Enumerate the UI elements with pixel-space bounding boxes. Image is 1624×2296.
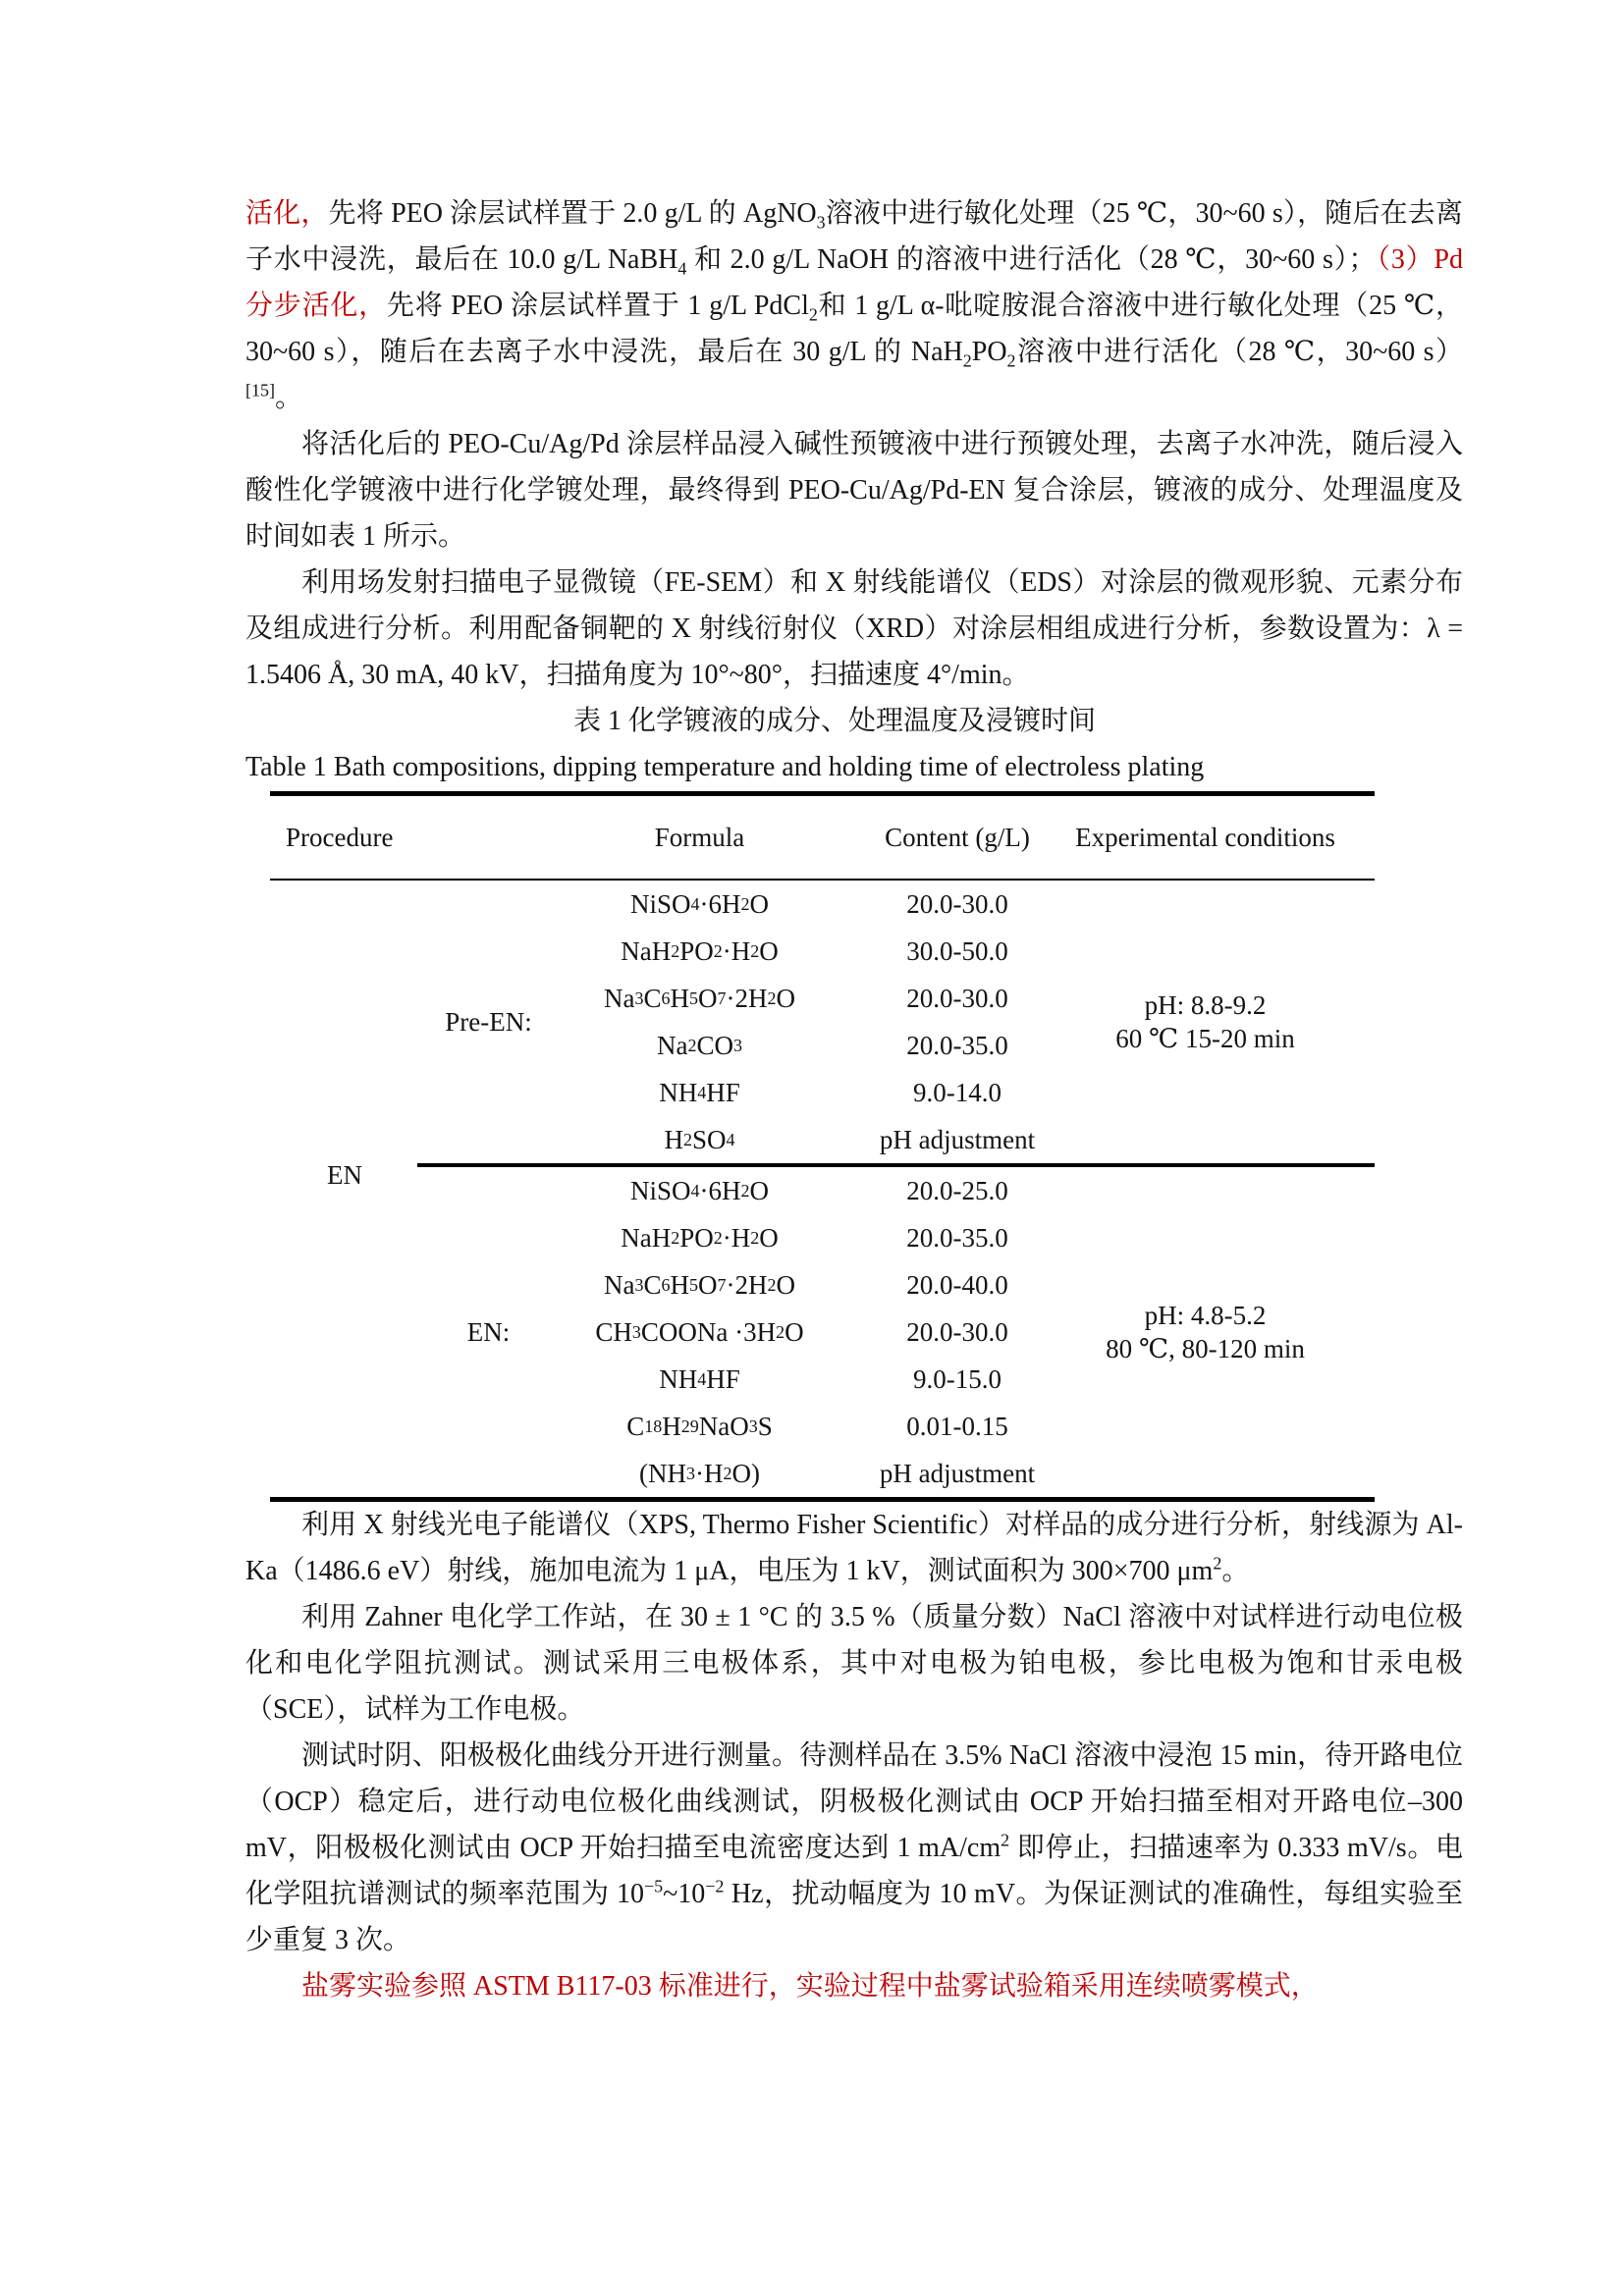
text-run: COONa ·3H [640,1316,777,1347]
table-caption-en: Table 1 Bath compositions, dipping temperature and holding time of electroless plating [245,752,1205,782]
content-cell: 20.0-30.0 [906,983,1008,1013]
table-header-conditions: Experimental conditions [1075,822,1335,852]
conditions-cell [1065,1167,1375,1497]
text-run: 测试时阴、阳极极化曲线分开进行测量。待测样品在 3.5% NaCl 溶液中浸泡 15 min，待开路电位（OCP）稳定后，进行动电位极化曲线测试，阴极极化测试由 OCP 开始扫描至相对开路电位–300 mV，阳极极化测试由 OCP 开始扫描至电流密度达到 1 mA/cm [245,1740,1463,1863]
formula-cell: CH 3 COONa ·3H 2 O [550,1308,849,1356]
text-run: HF [706,1077,740,1107]
red-text-run: 活化， [245,198,329,229]
text-run: ·2H [726,1269,768,1300]
text-run: 和 1 g/L α-吡啶胺混合溶液中进行敏化处理（25 ℃，30~60 s），随后在去离子水中浸洗，最后在 30 g/L 的 NaH [245,291,1463,367]
text-run: 先将 PEO 涂层试样置于 2.0 g/L 的 AgNO [328,198,817,229]
text-run: 溶液中进行敏化处理（25 ℃，30~60 s），随后在去离子水中浸洗，最后在 10.0 g/L NaBH [245,198,1463,275]
text-run: H [664,1124,683,1154]
text-run: O [698,983,718,1013]
formula-cell: C 18 H 29 NaO 3 S [550,1403,849,1450]
conditions-line: pH: 4.8-5.2 [1144,1301,1267,1330]
text-run: O [749,888,769,919]
content-cell: 20.0-25.0 [906,1175,1008,1205]
text-run: CO [696,1030,733,1060]
formula-cell: NaH 2 PO 2 ·H 2 O [550,1214,849,1261]
superscript-run: −5 [643,1876,664,1896]
content-cell: 20.0-35.0 [906,1030,1008,1060]
formula-cell: NaH 2 PO 2 ·H 2 O [550,928,849,975]
table-body [270,881,1375,1497]
activation-paragraph [245,190,1463,421]
text-column [245,190,1463,2009]
subscript-run: 2 [962,350,972,371]
formula-cell: NH 4 HF [550,1356,849,1403]
text-run: 利用 X 射线光电子能谱仪（XPS, Thermo Fisher Scientific）对样品的成分进行分析，射线源为 Al-Ka（1486.6 eV）射线，施加电流为 1 μA，电压为 1 kV，测试面积为 300×700 μm [245,1510,1463,1586]
text-run: Na [604,983,635,1013]
text-run: 。 [275,383,303,413]
text-run: ·6H [699,1175,741,1205]
text-run: NaH [621,1222,672,1253]
text-run: O) [731,1458,760,1488]
text-run: SO [691,1124,727,1154]
polarization-paragraph [245,1733,1463,1963]
table-header-formula: Formula [654,822,745,852]
text-run: CH [595,1316,632,1347]
conditions-line: pH: 8.8-9.2 [1144,990,1267,1020]
formula-cell: Na 3 C 6 H 5 O 7 ·2H 2 O [550,975,849,1022]
xps-paragraph [245,1502,1463,1594]
bath-composition-table [270,791,1375,1502]
subscript-run: 4 [677,258,687,279]
text-run: NaO [698,1411,749,1441]
table-header-row [270,796,1375,879]
table-caption-zh: 表 1 化学镀液的成分、处理温度及浸镀时间 [572,706,1096,736]
formula-cell: NiSO 4 ·6H 2 O [550,1167,849,1214]
content-cell: 9.0-15.0 [913,1363,1001,1394]
content-cell: pH adjustment [879,1458,1036,1488]
formula-cell: (NH 3 ·H 2 O) [550,1450,849,1497]
table-section [270,881,1375,1163]
text-run: O [776,983,795,1013]
text-run: O [785,1316,804,1347]
text-run: H [670,1269,689,1300]
subscript-run: 3 [816,212,826,233]
text-run: PO [971,337,1007,367]
text-run: PO [679,1222,714,1253]
salt-spray-paragraph [245,1963,1463,2009]
table-header-procedure: Procedure [286,822,394,852]
text-run: NiSO [629,1175,691,1205]
text-run: NaH [621,935,672,966]
text-run: 。 [1221,1556,1250,1586]
superscript-run: −2 [705,1876,725,1896]
content-cell: 20.0-40.0 [906,1269,1008,1300]
text-run: 先将 PEO 涂层试样置于 1 g/L PdCl [386,291,809,321]
text-run: O [698,1269,718,1300]
formula-cell: NiSO 4 ·6H 2 O [550,881,849,928]
sem-xrd-paragraph [245,560,1463,698]
text-run: 利用场发射扫描电子显微镜（FE-SEM）和 X 射线能谱仪（EDS）对涂层的微观形貌、元素分布及组成进行分析。利用配备铜靶的 X 射线衍射仪（XRD）对涂层相组成进行分析，参数设置为：λ = 1.5406 Å, 30 mA, 40 kV，扫描角度为 10°~80°，扫描速度 4°/min。 [245,567,1463,690]
formula-cell: Na 2 CO 3 [550,1022,849,1069]
text-run: ·H [722,935,751,966]
red-text-run: （3）Pd 分步活化， [245,244,1464,321]
red-text-run: 盐雾实验参照 ASTM B117-03 标准进行，实验过程中盐雾试验箱采用连续喷雾模式， [301,1971,1319,2002]
text-run: PO [679,935,714,966]
text-run: H [662,1411,681,1441]
text-run: H [670,983,689,1013]
text-run: O [749,1175,769,1205]
text-run: 将活化后的 PEO-Cu/Ag/Pd 涂层样品浸入碱性预镀液中进行预镀处理，去离子水冲洗，随后浸入酸性化学镀液中进行化学镀处理，最终得到 PEO-Cu/Ag/Pd-EN 复合涂层，镀液的成分、处理温度及时间如表 1 所示。 [245,429,1463,552]
formula-cell: NH 4 HF [550,1069,849,1116]
superscript-run: [15] [245,380,275,400]
content-cell: 20.0-35.0 [906,1222,1008,1253]
text-run: ·6H [699,888,741,919]
superscript-run: 2 [1213,1553,1222,1574]
text-run: O [759,1222,779,1253]
text-run: ·H [695,1458,724,1488]
superscript-run: 2 [1001,1830,1010,1850]
content-cell: 0.01-0.15 [906,1411,1008,1441]
text-run: 利用 Zahner 电化学工作站，在 30 ± 1 °C 的 3.5 %（质量分数）NaCl 溶液中对试样进行动电位极化和电化学阻抗测试。测试采用三电极体系，其中对电极为铂电极，参比电极为饱和甘汞电极（SCE），试样为工作电极。 [245,1602,1463,1725]
subscript-run: 2 [1006,350,1016,371]
paragraphs-before-table [245,190,1463,698]
conditions-line: 80 ℃, 80-120 min [1106,1334,1305,1363]
text-run: ·H [722,1222,751,1253]
formula-cell: Na 3 C 6 H 5 O 7 ·2H 2 O [550,1261,849,1308]
text-run: NH [659,1363,698,1394]
text-run: C [643,1269,662,1300]
conditions-line: 60 ℃ 15-20 min [1115,1024,1295,1053]
text-run: C [643,983,662,1013]
text-run: ~10 [663,1879,706,1909]
formula-cell: H 2 SO 4 [550,1116,849,1163]
table-header-content: Content (g/L) [885,822,1030,852]
table-group-label-en: EN [327,1160,362,1190]
text-run: O [776,1269,795,1300]
content-cell: 30.0-50.0 [906,935,1008,966]
text-run: NiSO [629,888,691,919]
text-run: Na [657,1030,688,1060]
text-run: NH [659,1077,698,1107]
text-run: (NH [639,1458,686,1488]
content-cell: 20.0-30.0 [906,1316,1008,1347]
text-run: 即停止，扫描速率为 0.333 mV/s。电化学阻抗谱测试的频率范围为 10 [245,1833,1463,1909]
text-run: 和 2.0 g/L NaOH 的溶液中进行活化（28 ℃，30~60 s）； [686,244,1377,275]
paragraphs-after-table [245,1502,1463,2009]
text-run: HF [706,1363,740,1394]
content-cell: pH adjustment [879,1124,1036,1154]
text-run: O [759,935,779,966]
text-run: ·2H [726,983,768,1013]
subscript-run: 2 [808,304,818,325]
zahner-paragraph [245,1594,1463,1733]
text-run: 溶液中进行活化（28 ℃，30~60 s） [1015,337,1463,367]
conditions-cell [1065,881,1375,1163]
content-cell: 9.0-14.0 [913,1077,1001,1107]
text-run: S [757,1411,773,1441]
text-run: Na [604,1269,635,1300]
plating-process-paragraph [245,421,1463,560]
procedure-cell: Pre-EN: [445,1006,532,1037]
text-run: Hz，扰动幅度为 10 mV。为保证测试的准确性，每组实验至少重复 3 次。 [245,1879,1463,1955]
procedure-cell: EN: [466,1316,511,1347]
content-cell: 20.0-30.0 [906,888,1008,919]
table-section [270,1167,1375,1497]
text-run: C [626,1411,645,1441]
